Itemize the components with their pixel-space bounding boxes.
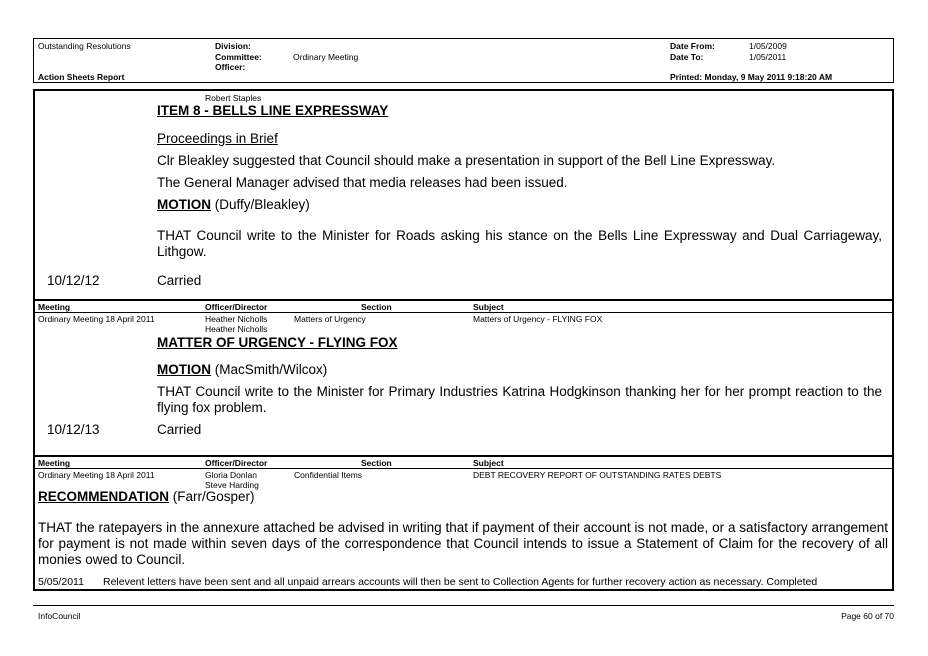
- printed-label: Printed:: [670, 72, 703, 82]
- item2-motion: [157, 362, 327, 378]
- item2-motion-text: THAT Council write to the Minister for Primary Industries Katrina Hodgkinson thanking her for her prompt reaction to the flying fox problem.: [157, 384, 882, 415]
- item1-motion-label: MOTION: [157, 197, 211, 212]
- col-subject: Subject: [473, 302, 504, 312]
- footer-app: InfoCouncil: [38, 611, 81, 621]
- item2-meeting: Ordinary Meeting 18 April 2011: [38, 314, 155, 324]
- item2-officer2: Heather Nicholls: [205, 324, 268, 334]
- item3-meeting: Ordinary Meeting 18 April 2011: [38, 470, 155, 480]
- item3-rec-movers: (Farr/Gosper): [169, 489, 255, 504]
- item3-rec-text: THAT the ratepayers in the annexure attached be advised in writing that if payment of their account is not made, or a satisfactory arrangement for payment is not made within seven days of the correspondence that Council intends to issue a Statement of Claim for the recovery of all monies owed to Council.: [38, 520, 888, 567]
- col-meeting: Meeting: [38, 458, 71, 468]
- footer-divider: [33, 605, 894, 606]
- item3-section: Confidential Items: [294, 470, 363, 480]
- col-subject: Subject: [473, 458, 504, 468]
- item2-res-number: 10/12/13: [47, 422, 100, 437]
- item1-proceedings: Proceedings in Brief: [157, 131, 278, 146]
- col-officer: Officer/Director: [205, 458, 268, 468]
- item2-res-status: Carried: [157, 422, 202, 437]
- item1-para1: Clr Bleakley suggested that Council should make a presentation in support of the Bell Line Expressway.: [157, 153, 776, 168]
- row-divider: [33, 299, 894, 301]
- item1-motion: [157, 197, 310, 213]
- item1-res-number: 10/12/12: [47, 273, 100, 288]
- footer-page: Page 60 of 70: [841, 611, 894, 621]
- col-section: Section: [361, 458, 392, 468]
- report-type: Action Sheets Report: [38, 72, 125, 82]
- item3-action-date: 5/05/2011: [38, 576, 84, 588]
- officer-label: Officer:: [215, 62, 246, 72]
- item1-res-status: Carried: [157, 273, 202, 288]
- item3-officer2: Steve Harding: [205, 480, 259, 490]
- header-divider: [33, 468, 894, 469]
- item3-recommendation: [38, 489, 255, 505]
- division-label: Division:: [215, 41, 251, 51]
- item3-officer1: Gloria Donlan: [205, 470, 257, 480]
- item1-para2: The General Manager advised that media releases had been issued.: [157, 175, 568, 190]
- report-name: Outstanding Resolutions: [38, 41, 131, 51]
- item1-officer: Robert Staples: [205, 93, 262, 103]
- item2-motion-label: MOTION: [157, 362, 211, 377]
- item1-motion-movers: (Duffy/Bleakley): [211, 197, 310, 212]
- col-meeting: Meeting: [38, 302, 71, 312]
- item2-subject: Matters of Urgency - FLYING FOX: [473, 314, 603, 324]
- item2-section: Matters of Urgency: [294, 314, 366, 324]
- col-officer: Officer/Director: [205, 302, 268, 312]
- item3-rec-label: RECOMMENDATION: [38, 489, 169, 504]
- date-to-label: Date To:: [670, 52, 704, 62]
- printed-line: [670, 72, 832, 82]
- item2-title: MATTER OF URGENCY - FLYING FOX: [157, 335, 398, 350]
- col-section: Section: [361, 302, 392, 312]
- item1-motion-text: THAT Council write to the Minister for Roads asking his stance on the Bells Line Expressway and Dual Carriageway, Lithgow.: [157, 228, 882, 259]
- printed-value: Monday, 9 May 2011 9:18:20 AM: [704, 72, 833, 82]
- item3-action-text: Relevent letters have been sent and all unpaid arrears accounts will then be sent to Collection Agents for further recovery action as necessary. Completed: [103, 576, 818, 588]
- row-divider: [33, 455, 894, 457]
- item2-motion-movers: (MacSmith/Wilcox): [211, 362, 328, 377]
- committee-label: Committee:: [215, 52, 262, 62]
- item2-officer1: Heather Nicholls: [205, 314, 268, 324]
- header-divider: [33, 312, 894, 313]
- committee-value: Ordinary Meeting: [293, 52, 359, 62]
- date-from-label: Date From:: [670, 41, 715, 51]
- item3-subject: DEBT RECOVERY REPORT OF OUTSTANDING RATES DEBTS: [473, 470, 722, 480]
- item1-title: ITEM 8 - BELLS LINE EXPRESSWAY: [157, 103, 389, 118]
- date-from-value: 1/05/2009: [749, 41, 787, 51]
- date-to-value: 1/05/2011: [749, 52, 787, 62]
